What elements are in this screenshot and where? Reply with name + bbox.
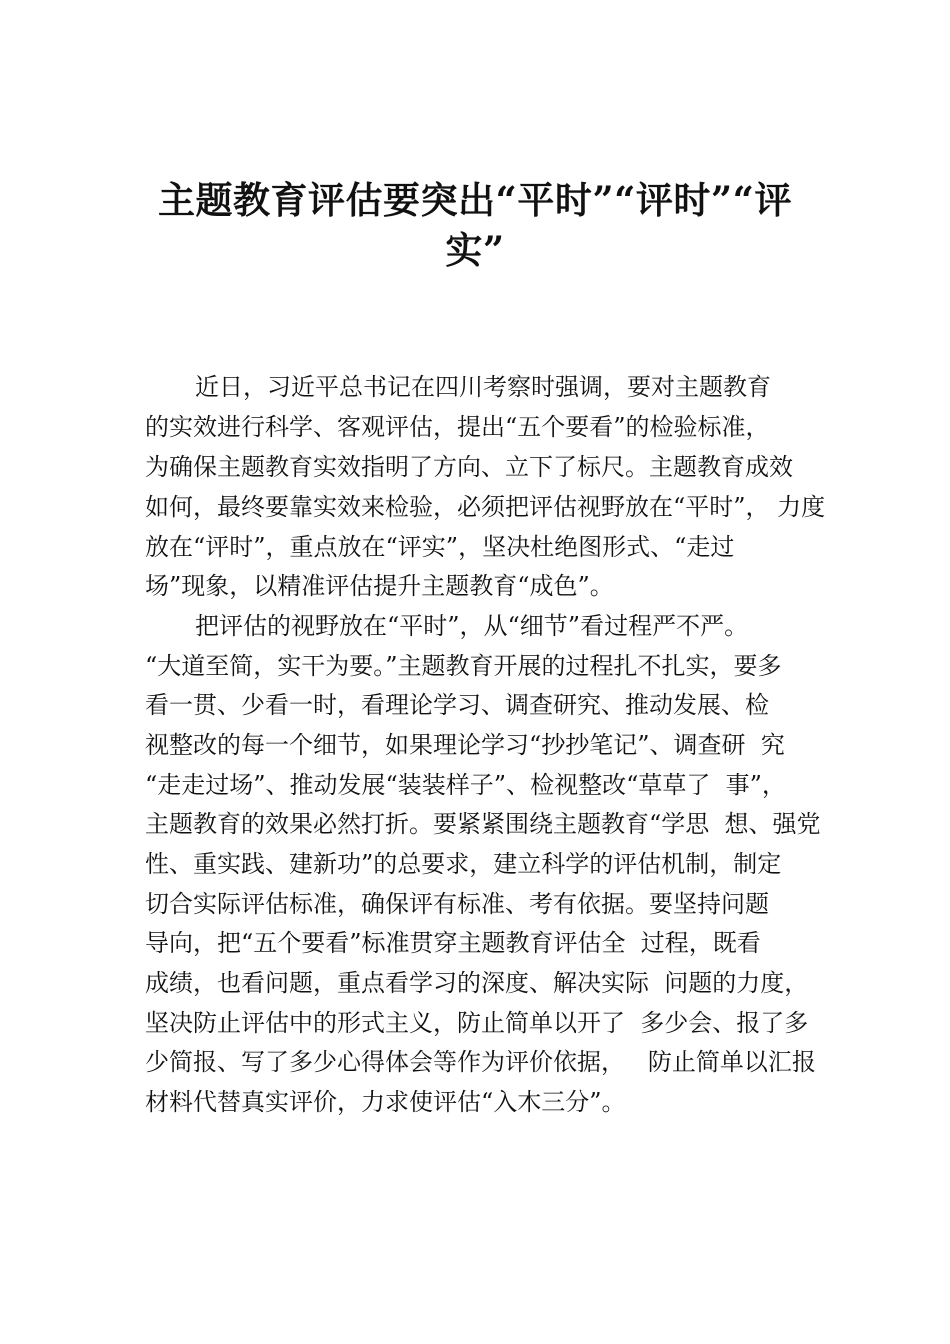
document-title-line-1: 主题教育评估要突出“平时”“评时”“评 (158, 178, 792, 222)
paragraph-1-line-5: 放在“评时”，重点放在“评实”，坚决杜绝图形式、“走过 (145, 533, 735, 561)
paragraph-2-line-4: 视整改的每一个细节，如果理论学习“抄抄笔记”、调查研 究 (145, 731, 785, 759)
paragraph-2-line-12: 少简报、写了多少心得体会等作为评价依据， 防止简单以汇报 (145, 1048, 816, 1076)
paragraph-2-line-10: 成绩，也看问题，重点看学习的深度、解决实际 问题的力度， (145, 969, 809, 997)
paragraph-2-line-8: 切合实际评估标准，确保评有标准、考有依据。要坚持问题 (145, 890, 769, 918)
paragraph-2-line-5: “走走过场”、推动发展“装装样子”、检视整改“草草了 事”， (145, 771, 786, 799)
paragraph-2-line-9: 导向，把“五个要看”标准贯穿主题教育评估全 过程，既看 (145, 929, 761, 957)
paragraph-2-line-2: “大道至简，实干为要。”主题教育开展的过程扎不扎实，要多 (145, 652, 782, 680)
paragraph-2-line-13: 材料代替真实评价，力求使评估“入木三分”。 (145, 1088, 626, 1116)
paragraph-1-line-2: 的实效进行科学、客观评估，提出“五个要看”的检验标准， (145, 413, 770, 441)
paragraph-1-line-1: 近日，习近平总书记在四川考察时强调，要对主题教育 (195, 373, 771, 401)
paragraph-1-line-4: 如何，最终要靠实效来检验，必须把评估视野放在“平时”， 力度 (145, 493, 826, 521)
paragraph-2-line-1: 把评估的视野放在“平时”，从“细节”看过程严不严。 (195, 612, 749, 640)
paragraph-2-line-6: 主题教育的效果必然打折。要紧紧围绕主题教育“学思 想、强党 (145, 810, 821, 838)
paragraph-2-line-7: 性、重实践、建新功”的总要求，建立科学的评估机制，制定 (145, 850, 782, 878)
paragraph-1-line-3: 为确保主题教育实效指明了方向、立下了标尺。主题教育成效 (145, 453, 793, 481)
document-title-line-2: 实” (445, 228, 505, 272)
paragraph-1-line-6: 场”现象，以精准评估提升主题教育“成色”。 (145, 572, 614, 600)
paragraph-2-line-11: 坚决防止评估中的形式主义，防止简单以开了 多少会、报了多 (145, 1009, 809, 1037)
paragraph-2-line-3: 看一贯、少看一时，看理论学习、调查研究、推动发展、检 (145, 691, 769, 719)
